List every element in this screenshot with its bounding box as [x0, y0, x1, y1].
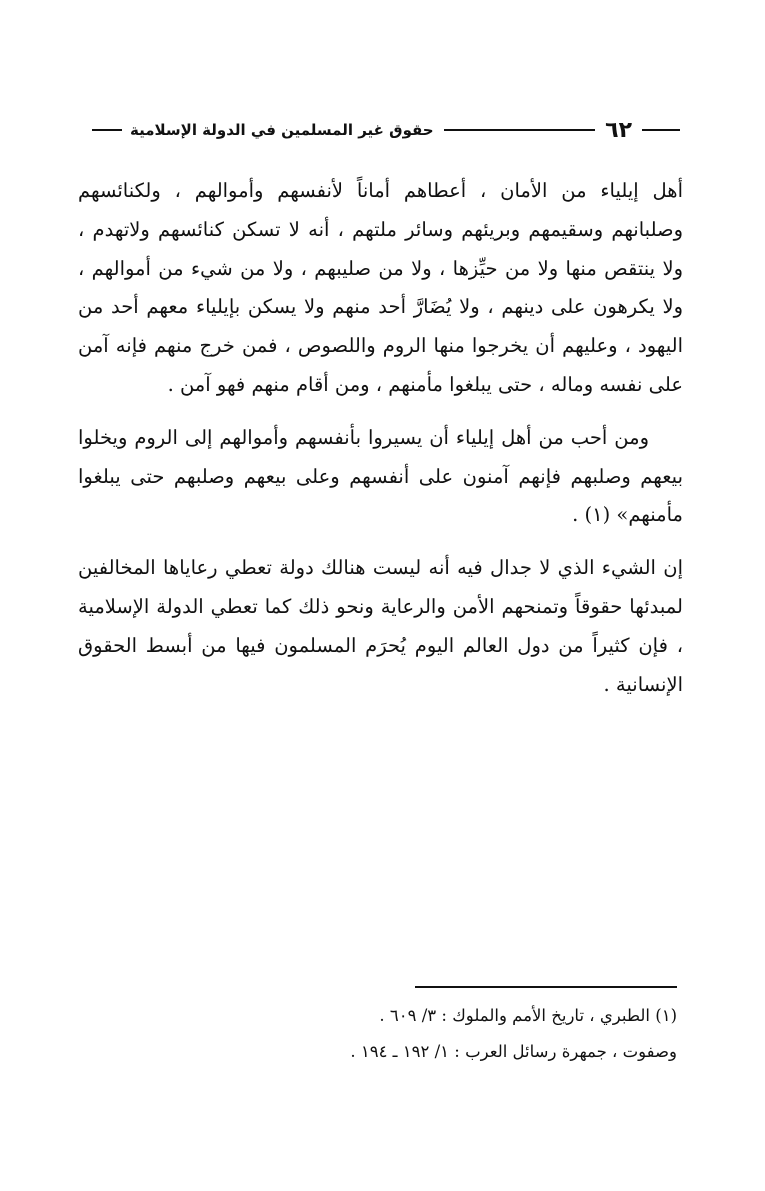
page-number: ٦٢: [605, 117, 632, 143]
header-rule-middle: [444, 129, 596, 131]
footnote-separator: [415, 986, 677, 988]
body-text: [78, 172, 683, 718]
paragraph-quote-end: ومن أحب من أهل إيلياء أن يسيروا بأنفسهم وأموالهم إلى الروم ويخلوا بيعهم وصلبهم فإنهم آمنون على أنفسهم وعلى بيعهم وصلبهم حتى يبلغوا مأمنهم» (١) .: [78, 425, 683, 527]
header-rule-left: [92, 129, 122, 131]
paragraph-commentary: إن الشيء الذي لا جدال فيه أنه ليست هنالك دولة تعطي رعاياها المخالفين لمبدئها حقوقاً وتمنحهم الأمن والرعاية ونحو ذلك كما تعطي الدولة الإسلامية ، فإن كثيراً من دول العالم اليوم يُحرَم المسلمون فيها من أبسط الحقوق الإنسانية .: [78, 556, 683, 696]
running-title: حقوق غير المسلمين في الدولة الإسلامية: [130, 121, 434, 139]
header-rule-right: [642, 129, 680, 131]
footnotes: [200, 998, 677, 1070]
paragraph-quote-continuation: أهل إيلياء من الأمان ، أعطاهم أماناً لأنفسهم وأموالهم ، ولكنائسهم وصلبانهم وسقيمهم وبريئهم وسائر ملتهم ، أنه لا تسكن كنائسهم ولاتهدم ، ولا ينتقص منها ولا من حيِّزها ، ولا من صليبهم ، ولا من شيء من أموالهم ، ولا يكرهون على دينهم ، ولا يُضَارَّ أحد منهم ولا يسكن بإيلياء معهم أحد من اليهود ، وعليهم أن يخرجوا منها الروم واللصوص ، فمن خرج منهم فإنه آمن على نفسه وماله ، حتى يبلغوا مأمنهم ، ومن أقام منهم فهو آمن .: [78, 179, 683, 396]
running-header: [92, 112, 680, 148]
footnote-1: (١) الطبري ، تاريخ الأمم والملوك : ٣/ ٦٠٩ .: [379, 1006, 677, 1025]
footnote-1-continuation: وصفوت ، جمهرة رسائل العرب : ١/ ١٩٢ ـ ١٩٤ .: [350, 1042, 677, 1061]
